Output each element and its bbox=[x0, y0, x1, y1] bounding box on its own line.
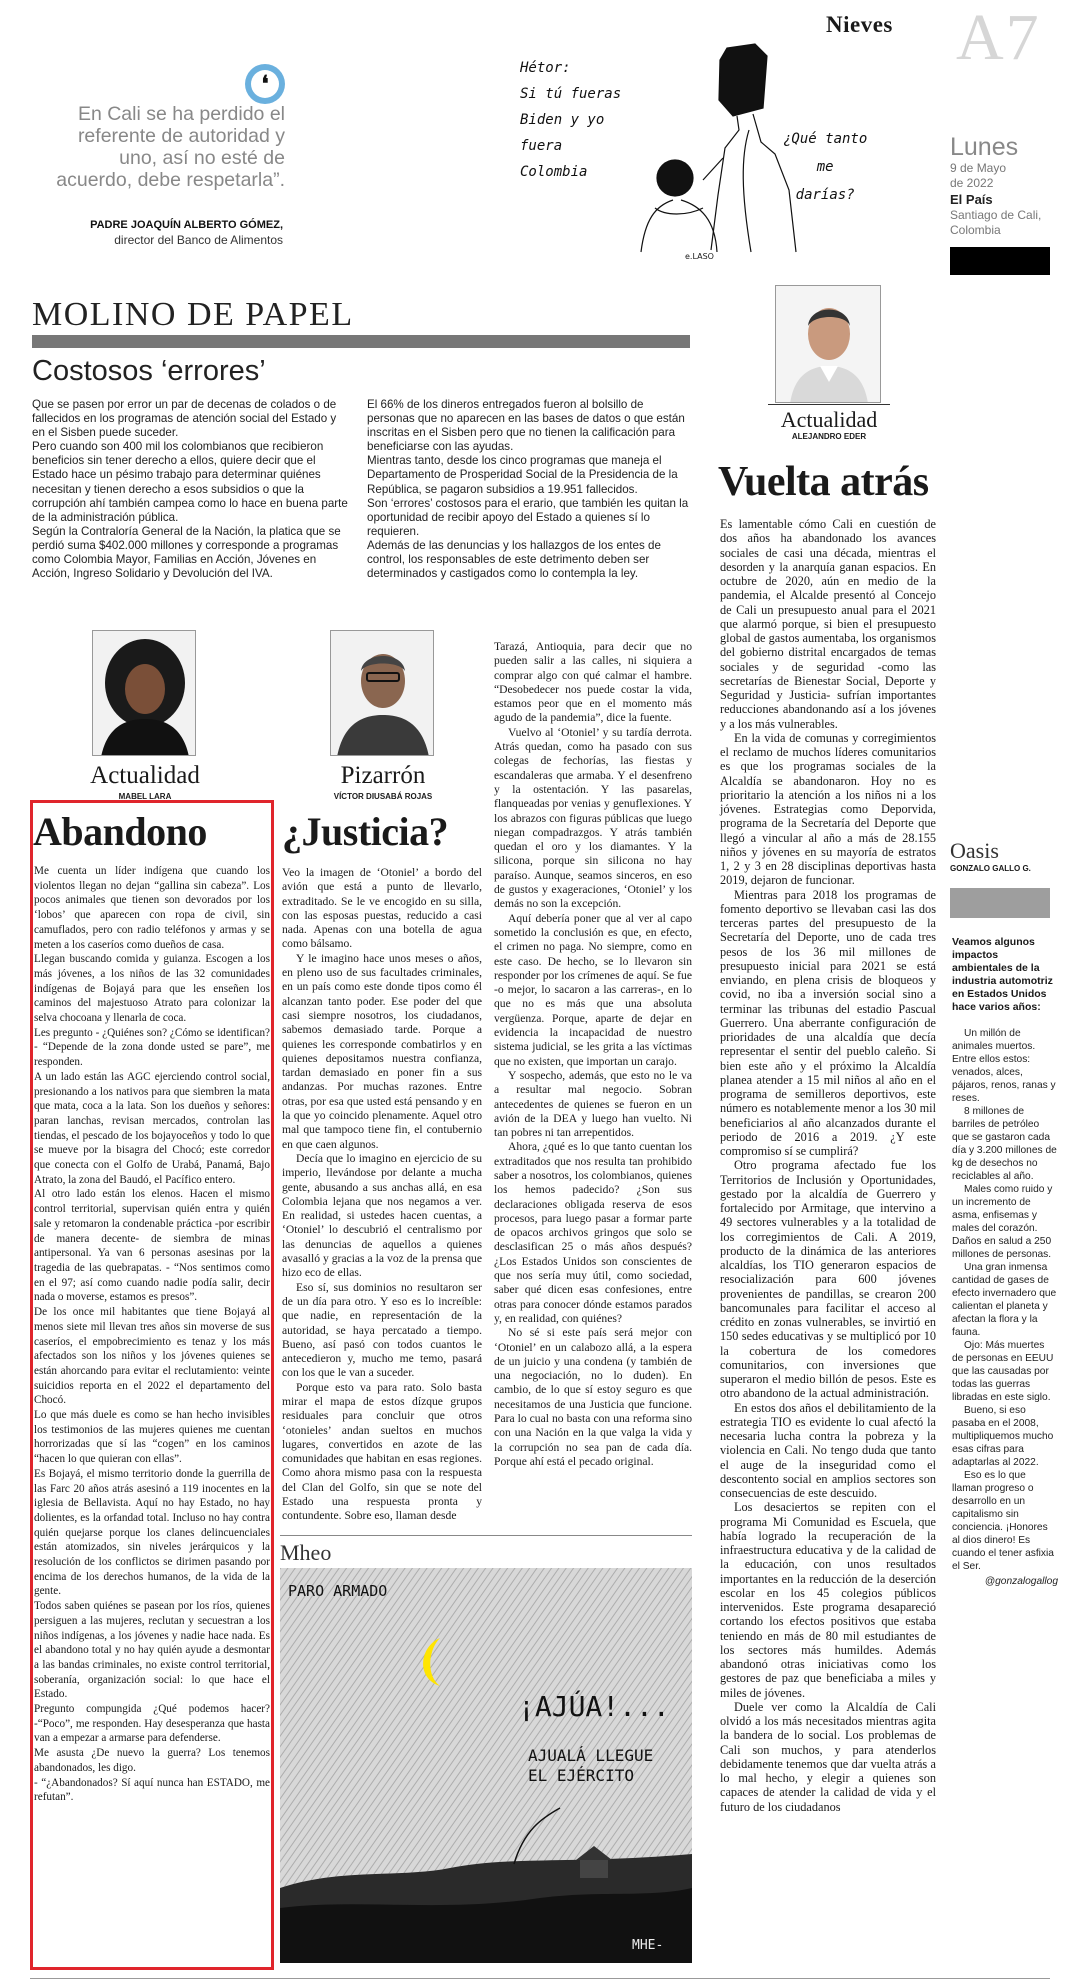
banner-bar bbox=[32, 335, 690, 348]
lara-paragraph: Pregunto compungida ¿Qué podemos hacer? -“Poco”, me responden. Hay desesperanza que hasta van a empezar a armarse para defenderse. bbox=[34, 1703, 270, 1745]
reply-line-2: me bbox=[816, 159, 834, 175]
oasis-paragraph: Una gran inmensa cantidad de gases de efecto invernadero que calientan el planeta y afectan la flora y la fauna. bbox=[952, 1262, 1057, 1338]
oasis-paragraph: Males como ruido y un incremento de asma, enfisemas y males del corazón. Daños en salud a 250 millones de personas. bbox=[952, 1184, 1053, 1260]
rojas-paragraph: Aquí debería poner que al ver al capo sometido la conclusión es que, en efecto, el crimen no paga. No siempre, como en este caso. De hecho, se lo llevaron sin responder por los crímenes de aquí. Se fue -o mejor, lo sacaron a las carreras-, en lo que no es más que una absoluta vergüenza. Porque, aparte de dejar en evidencia la incapacidad de nuestro sistema judicial, se les grita a las víctimas que no existen, que importan un carajo. bbox=[494, 911, 692, 1068]
date-block bbox=[950, 133, 1065, 238]
eder-paragraph: Otro programa afectado fue los Territorios de Inclusión y Oportunidades, gestado por la alcaldía de Guerrero y fortalecido por Armitage, que intervino a 49 sectores vulnerables y a la totalidad de los corregimientos de Cali. A 2019, producto de la dinámica de las anteriores alcaldías, los TIO generaron espacios de resocialización para 600 jóvenes provenientes de pandillas, se crearon 200 bancomunales para facilitar el acceso al crédito en zonas vulnerables, se invirtió en 150 sedes educativas y se multiplicó por 10 la cobertura de los comedores comunitarios, con inversiones que superaron el medio billón de pesos. Este es otro abandono de la actual administración. bbox=[720, 1158, 936, 1401]
eder-portrait bbox=[775, 285, 881, 403]
section-banner: MOLINO DE PAPEL bbox=[32, 296, 354, 333]
oasis-handle: @gonzalogallog bbox=[984, 1576, 1058, 1587]
rojas-paragraph: Y le imagino hace unos meses o años, en pleno uso de sus facultades criminales, en un país como este donde tipos como él alcanzan tanto poder. Ese poder del que casi siempre nosotros, los ciudadanos, sabemos demasiado tarde. Porque a quienes les corresponde combatirlos y en quienes depositamos nuestra confianza, tardan demasiado en poner fin a sus andanzas. Por muchas razones. Entre otras, por esa que usted está pensando y en la que yo coincido plenamente. Aquel otro mal que tampoco tiene fin, el contubernio en que caen algunos. bbox=[282, 951, 482, 1151]
mheo-label: Mheo bbox=[280, 1540, 332, 1565]
lara-paragraph: Me cuenta un líder indígena que cuando los violentos llegan no dejan “gallina sin cabeza”. Los pocos animales que tienen son devorados por los ‘lobos’ que aparecen con ropa de civil, sin camuflados, pero con radio teléfonos y armas y se meten a los caseríos como dueños de casa. bbox=[34, 865, 270, 951]
lara-paragraph: Es Bojayá, el mismo territorio donde la guerrilla de las Farc 20 años atrás asesinó a 119 inocentes en la iglesia de Bellavista. Aquí no hay Estado, no hay dolientes, es la orfandad total. Incluso no hay contra quién quejarse porque los clanes delincuenciales están atomizados, sin niveles jerárquicos y la resolución de los conflictos se dirimen pasando por encima de los derechos humanos, de la vida de la gente. bbox=[34, 1467, 270, 1598]
quote-author: PADRE JOAQUÍN ALBERTO GÓMEZ, bbox=[90, 219, 283, 231]
lara-paragraph: Lo que más duele es como se han hecho invisibles los testimonios de las mujeres quienes me cuentan horrorizadas que sí las “cogen” en los caminos “hacen lo que quieran con ellas”. bbox=[34, 1409, 270, 1466]
lara-paragraph: - “¿Abandonados? Sí aquí nunca han ESTADO, me refutan”. bbox=[34, 1776, 270, 1804]
rojas-headline: ¿Justicia? bbox=[282, 809, 449, 854]
eder-body bbox=[720, 517, 936, 1814]
quote-icon bbox=[245, 64, 285, 104]
rojas-paragraph: Eso sí, sus dominios no resultaron ser de un día para otro. Y eso es lo increíble: que nadie, en representación de la autoridad, se haya percatado a tiempo. Bueno, así pasó con todos cuantos le antecedieron y, mucho me temo, pasará con los que le van a suceder. bbox=[282, 1280, 482, 1380]
lara-paragraph: De los once mil habitantes que tiene Bojayá al menos siete mil llevan tres años sin moverse de sus caseríos, el empobrecimiento es tenaz y los más afectados son los niños y los jóvenes quienes se están ahorcando para evitar el reclutamiento: veinte suicidios reporta en el 2022 el departamento del Chocó. bbox=[34, 1306, 270, 1407]
rojas-paragraph: No sé si este país será mejor con ‘Otoniel’ en un calabozo allá, a la espera de un juicio y una condena (y también de una negociación, no lo duden). En cambio, de lo que sí estoy seguro es que necesitamos de una Justicia que funcione. Para lo cual no basta con una reforma sino con una Nación en la que valga la vida y la corrupción no sea pan de cada día. Porque ahí está el pecado original. bbox=[494, 1326, 692, 1468]
section-name: Nieves bbox=[826, 12, 893, 37]
eder-paragraph: Es lamentable cómo Cali en cuestión de dos años ha abandonado los avances sociales de casi una década, mientras el desorden y la anarquía ganan espacios. En octubre de 2020, aún en medio de la pandemia, el Alcalde presentó al Concejo de Cali un presupuesto anual para el 2021 que alarmó porque, si bien el presupuesto global de gastos aumentaba, los organismos del gobierno distrital encargados de temas sociales y de seguridad -como las secretarías de Bienestar Social, Deporte y Seguridad y Justicia- sufrían importantes reducciones abandonando así a los jóvenes y a los más vulnerables. bbox=[720, 517, 936, 731]
rojas-paragraph: Ahora, ¿qué es lo que tanto cuentan los extraditados que nos resulta tan prohibido saber a nosotros, los colombianos, quienes los hemos padecido? ¿Son sus declaraciones obligada reserva de esos procesos, para luego pasar a formar parte de opacos archivos gringos que solo se desclasifican 25 o más años después? ¿Los Estados Unidos son conscientes de que nos sería muy útil, como sociedad, saber qué dicen esas confesiones, entre otras para conocer dónde estamos parados y, en realidad, con quiénes? bbox=[494, 1140, 692, 1325]
cartoon-reply bbox=[783, 125, 867, 209]
lara-paragraph: A un lado están las AGC ejerciendo control social, presionando a los nativos para que siembren la mata que mata, coca a la lata. Son los dueños y señores: paran lanchas, revisan mercados, controlan las tiendas, el pescado de los bojayoceños y todo lo que se mueve por la bisagra del Chocó; este corredor que conecta con el Golfo de Urabá, Panamá, Bajo Atrato, la zona del Baudó, el Pacífico entero. bbox=[34, 1070, 270, 1186]
oasis-paragraph: 8 millones de barriles de petróleo que se gastaron cada día y 3.200 millones de kg de desechos no reciclables al año. bbox=[952, 1106, 1057, 1182]
oasis-paragraph: Un millón de animales muertos. Entre ellos estos: venados, alces, pájaros, renos, ranas y reses. bbox=[952, 1028, 1056, 1104]
date-line-2: de 2022 bbox=[950, 176, 994, 190]
oasis-paragraph: Ojo: Más muertes de personas en EEUU que las causadas por todas las guerras libradas en este siglo. bbox=[952, 1340, 1054, 1403]
rojas-paragraph: Tarazá, Antioquia, para decir que no pueden salir a las calles, ni siquiera a comprar algo con qué calmar el hambre. “Desobedecer nos puede costar la vida, estamos peor que en el momento más agudo de la pandemia”, dice la fuente. bbox=[494, 640, 692, 725]
rojas-paragraph: Veo la imagen de ‘Otoniel’ a bordo del avión que está a punto de llevarlo, extraditado. Se le ve encogido en su silla, con las esposas puestas, reducido a casi nada. Apenas con una botella de agua como bálsamo. bbox=[282, 866, 482, 951]
caption-line-2: Si tú fueras bbox=[520, 86, 622, 102]
eder-paragraph: Duele ver como la Alcaldía de Cali olvidó a los más necesitados mientras agita la bandera de lo social. Los problemas de Cali son muchos, y para atenderlos debidamente tenemos que dar vuelta atrás a lo mal hecho, y elegir a quienes son capaces de atender la calidad de vida y el futuro de los ciudadanos bbox=[720, 1699, 936, 1814]
caption-line-5: Colombia bbox=[520, 164, 588, 180]
rojas-author: VÍCTOR DIUSABÁ ROJAS bbox=[333, 792, 433, 801]
oasis-author: GONZALO GALLO G. bbox=[950, 864, 1031, 873]
page-number: A7 bbox=[956, 1, 1041, 74]
cartoon-signature: e.LASO bbox=[685, 252, 714, 261]
lara-author: MABEL LARA bbox=[118, 792, 172, 801]
caption-line-3: Biden y yo bbox=[520, 112, 605, 128]
oasis-paragraph: Bueno, si eso pasaba en el 2008, multipliquemos mucho esas cifras para adaptarlas al 2022. bbox=[952, 1405, 1054, 1468]
quote-role: director del Banco de Alimentos bbox=[114, 233, 283, 247]
mheo-speech bbox=[528, 1746, 653, 1786]
oasis-label: Oasis bbox=[950, 838, 999, 863]
rojas-kicker: Pizarrón bbox=[340, 762, 426, 789]
lara-paragraph: Al otro lado están los elenos. Hacen el mismo control territorial, supervisan quién entra y quién sale y retomaron la condenable práctica -por escribir de manera decente- de siembra de minas antipersonal. Ya van 6 personas asesinas por la tragedia de las quebrapatas. - “Nos sentimos como en el 97; así como cuando nadie podía salir, decir nada o moverse, estamos es presos”. bbox=[34, 1188, 270, 1304]
place-line-1: Santiago de Cali, bbox=[950, 208, 1042, 222]
editorial-col-2: El 66% de los dineros entregados fueron al bolsillo de personas que no aparecen en las bases de datos o que están inscritas en el Sisben pero que no tienen la calificación para beneficiarse con las ayudas. Mientras tanto, desde los cinco programas que maneja el Departamento de Prosperidad Social de la Presidencia de la República, se pagaron subsidios a 19.951 fallecidos. Son ‘errores’ costosos para el erario, que también les quitan la oportunidad de recibir apoyo del Estado a quienes sí lo requieren. Además de las denuncias y los hallazgos de los entes de control, los responsables de este detrimento deben ser determinados y castigados como lo contempla la ley. bbox=[367, 398, 689, 581]
place-line-2: Colombia bbox=[950, 223, 1001, 237]
cartoon-caption bbox=[520, 55, 621, 185]
eder-paragraph: En estos dos años el debilitamiento de la estrategia TIO es evidente lo cual afectó la necesaria lucha contra la pobreza y la violencia en Cali. No tengo duda que tanto el auge de la inseguridad como el descontento social en amplios sectores son consecuencias de este descuido. bbox=[720, 1400, 936, 1500]
rojas-paragraph: Decía que lo imagino en ejercicio de su imperio, llevándose por delante a mucha gente, abusando a sus anchas allá, en esa Colombia lejana que nos negamos a ver. En realidad, si ustedes hacen cuentas, a ‘Otoniel’ lo descubrió el centralismo por las denuncias de aquellos a quienes avasalló y gracias a la voz de la prensa que hizo eco de ellas. bbox=[282, 1151, 482, 1280]
oasis-paragraph: Eso es lo que llaman progreso o desarrollo en un capitalismo sin conciencia. ¡Honores al dios dinero! Es cuando el tener asfixia el Ser. bbox=[952, 1470, 1054, 1572]
lara-headline: Abandono bbox=[33, 809, 207, 854]
page-bottom-rule bbox=[30, 1978, 1050, 1979]
mheo-shout: ¡AJÚA!... bbox=[518, 1690, 670, 1723]
editorial-headline: Costosos ‘errores’ bbox=[32, 355, 266, 387]
reply-line-3: darías? bbox=[795, 187, 855, 203]
rojas-body-continued bbox=[494, 640, 692, 1469]
eder-kicker: Actualidad bbox=[780, 407, 878, 432]
paper-name: El País bbox=[950, 192, 993, 207]
oasis-lead: Veamos algunos impactos ambientales de la industria automotriz en Estados Unidos hace varios años: bbox=[952, 936, 1053, 1013]
mheo-signature: MHE- bbox=[632, 1938, 664, 1953]
speech-line-2: EL EJÉRCITO bbox=[528, 1766, 634, 1785]
eder-headline: Vuelta atrás bbox=[718, 459, 929, 505]
reply-line-1: ¿Qué tanto bbox=[783, 131, 868, 147]
rojas-paragraph: Vuelvo al ‘Otoniel’ y su tardía derrota. Atrás quedan, como ha pasado con sus colegas de fechorías, las fiestas y escandaleras que armaba. Y el desenfreno y la ostentación. Y las pasarelas, flanqueadas por venias y genuflexiones. Y los abrazos con figuras públicas que luego niegan compadrazgos. Y atrás también quedan el oro y los diamantes. Y la silicona, porque sin silicona no hay paraíso. Aunque, seamos sinceros, en eso de gustos y exageraciones, ‘Otoniel’ y los demás no son la excepción. bbox=[494, 725, 692, 911]
mheo-cartoon bbox=[280, 1568, 692, 1963]
quote-mark: ❛ bbox=[261, 71, 269, 97]
oasis-body bbox=[952, 1027, 1058, 1588]
lara-paragraph: Les pregunto - ¿Quiénes son? ¿Cómo se identifican? - “Depende de la zona donde usted se pare”, me responden. bbox=[34, 1026, 270, 1069]
rojas-body bbox=[282, 866, 482, 1524]
mheo-sign: PARO ARMADO bbox=[288, 1582, 388, 1600]
eder-paragraph: En la vida de comunas y corregimientos el reclamo de muchos líderes comunitarios es que los programas sociales de la Alcaldía se abandonaron. Hoy no es prioritario la atención a los niños ni a los jóvenes. Estrategias como Deporvida, programa de la Secretaría del Deporte que llegó a vincular al año a más de 28.155 niños y jóvenes en su mayoría de estratos 1, 2 y 3 en 28 disciplinas deportivas hasta 2019, dejaron de funcionar. bbox=[720, 730, 936, 888]
eder-author: ALEJANDRO EDER bbox=[791, 432, 867, 441]
top-cartoon bbox=[505, 30, 880, 265]
speech-line-1: AJUALÁ LLEGUE bbox=[528, 1746, 654, 1765]
date-line-1: 9 de Mayo bbox=[950, 161, 1007, 175]
lara-portrait bbox=[92, 630, 196, 756]
lara-paragraph: Llegan buscando comida y guianza. Escogen a los más jóvenes, a los niños de las 32 comunidades indígenas de Bojayá para que les enseñen los caminos del majestuoso Atrato para colonizar la selva chocoana y llenarla de coca. bbox=[34, 953, 270, 1025]
editorial-col-1: Que se pasen por error un par de decenas de colados o de fallecidos en los programas de atención social del Estado y en el Sisben puede suceder. Pero cuando son 400 mil los colombianos que recibieron beneficios sin tener derecho a ellos, quiere decir que el Estado hace un pésimo trabajo para determinar quiénes necesitan y tienen derecho a esos subsidios o que la corrupción ahí también campea como lo hace en buena parte de la administración pública. Según la Contraloría General de la Nación, la platica que se perdió suma $402.000 millones y corresponde a programas como Colombia Mayor, Familias en Acción, Jóvenes en Acción, Ingreso Solidario y Devolución del IVA. bbox=[32, 398, 348, 581]
lara-paragraph: Me asusta ¿De nuevo la guerra? Los tenemos abandonados, les digo. bbox=[34, 1747, 270, 1774]
lara-kicker: Actualidad bbox=[90, 762, 200, 789]
header-black-box bbox=[950, 247, 1050, 275]
eder-paragraph: Los desaciertos se repiten con el programa Mi Comunidad es Escuela, que había logrado la recuperación de la infraestructura educativa y de la calidad de la educación, con unos resultados importantes en la reducción de la deserción escolar en los 45 colegios públicos intervenidos. Este programa desapareció cortando los efectos positivos que estaba teniendo en más de 80 mil estudiantes de los sectores más humildes. Además abandonó otras iniciativas como los gestores de paz que beneficiaba a miles y miles de jóvenes. bbox=[720, 1500, 936, 1700]
caption-line-1: Hétor: bbox=[520, 60, 571, 76]
lara-paragraph: Todos saben quiénes se pasean por los ríos, quienes persiguen a las mujeres, reclutan y secuestran a los niños indígenas, a los jóvenes y nadie hace nada. Es el abandono total y no hay quién ayude a desmontar a las bandas criminales, no existe control territorial, soberanía, organización social: lo que hace el Estado. bbox=[34, 1600, 270, 1701]
caption-line-4: fuera bbox=[520, 138, 563, 154]
eder-paragraph: Mientras para 2018 los programas de fomento deportivo se llevaban casi las dos terceras partes del presupuesto de la Secretaría del Deporte, uno de cada tres pesos de los 36 mil millones de presupuesto inicial para 2021 se está enviando, en plena crisis de bloqueos y covid, no iba a inversión social sino a terminar las tribunas del estadio Pascual Guerrero. Una aberrante configuración de prioridades de una alcaldía que decía representar el sentir del pueblo caleño. Si bien este año y el próximo la Alcaldía planea atender a 15 mil niños al año en el programa de semilleros deportivos, este número es notablemente menor a los 30 mil beneficiarios al año alcanzados durante el periodo de 2016 a 2019. ¿Y este compromiso sí se cumplirá? bbox=[720, 887, 936, 1158]
date-day: Lunes bbox=[950, 133, 1019, 161]
rojas-paragraph: Porque esto va para rato. Solo basta mirar el mapa de estos dízque grupos residuales para concluir que otros ‘otonieles’ andan sueltos en muchos lugares, convertidos en azote de las comunidades que habitan en esas regiones. Como ahora mismo pasa con la respuesta del Clan del Golfo, sin que se note del Estado una respuesta pronta y contundente. Sobre eso, llaman desde bbox=[282, 1380, 482, 1523]
rojas-portrait bbox=[330, 630, 434, 756]
lara-body bbox=[34, 864, 270, 1805]
pull-quote-text: En Cali se ha perdido el referente de autoridad y uno, así no esté de acuerdo, debe respetarla”. bbox=[56, 103, 285, 191]
rojas-paragraph: Y sospecho, además, que esto no le va a resultar mal negocio. Sobran antecedentes de quienes se fueron en un avión de la DEA y luego han vuelto. Ni tan pobres ni tan arrepentidos. bbox=[494, 1068, 692, 1140]
oasis-bar bbox=[950, 888, 1050, 918]
